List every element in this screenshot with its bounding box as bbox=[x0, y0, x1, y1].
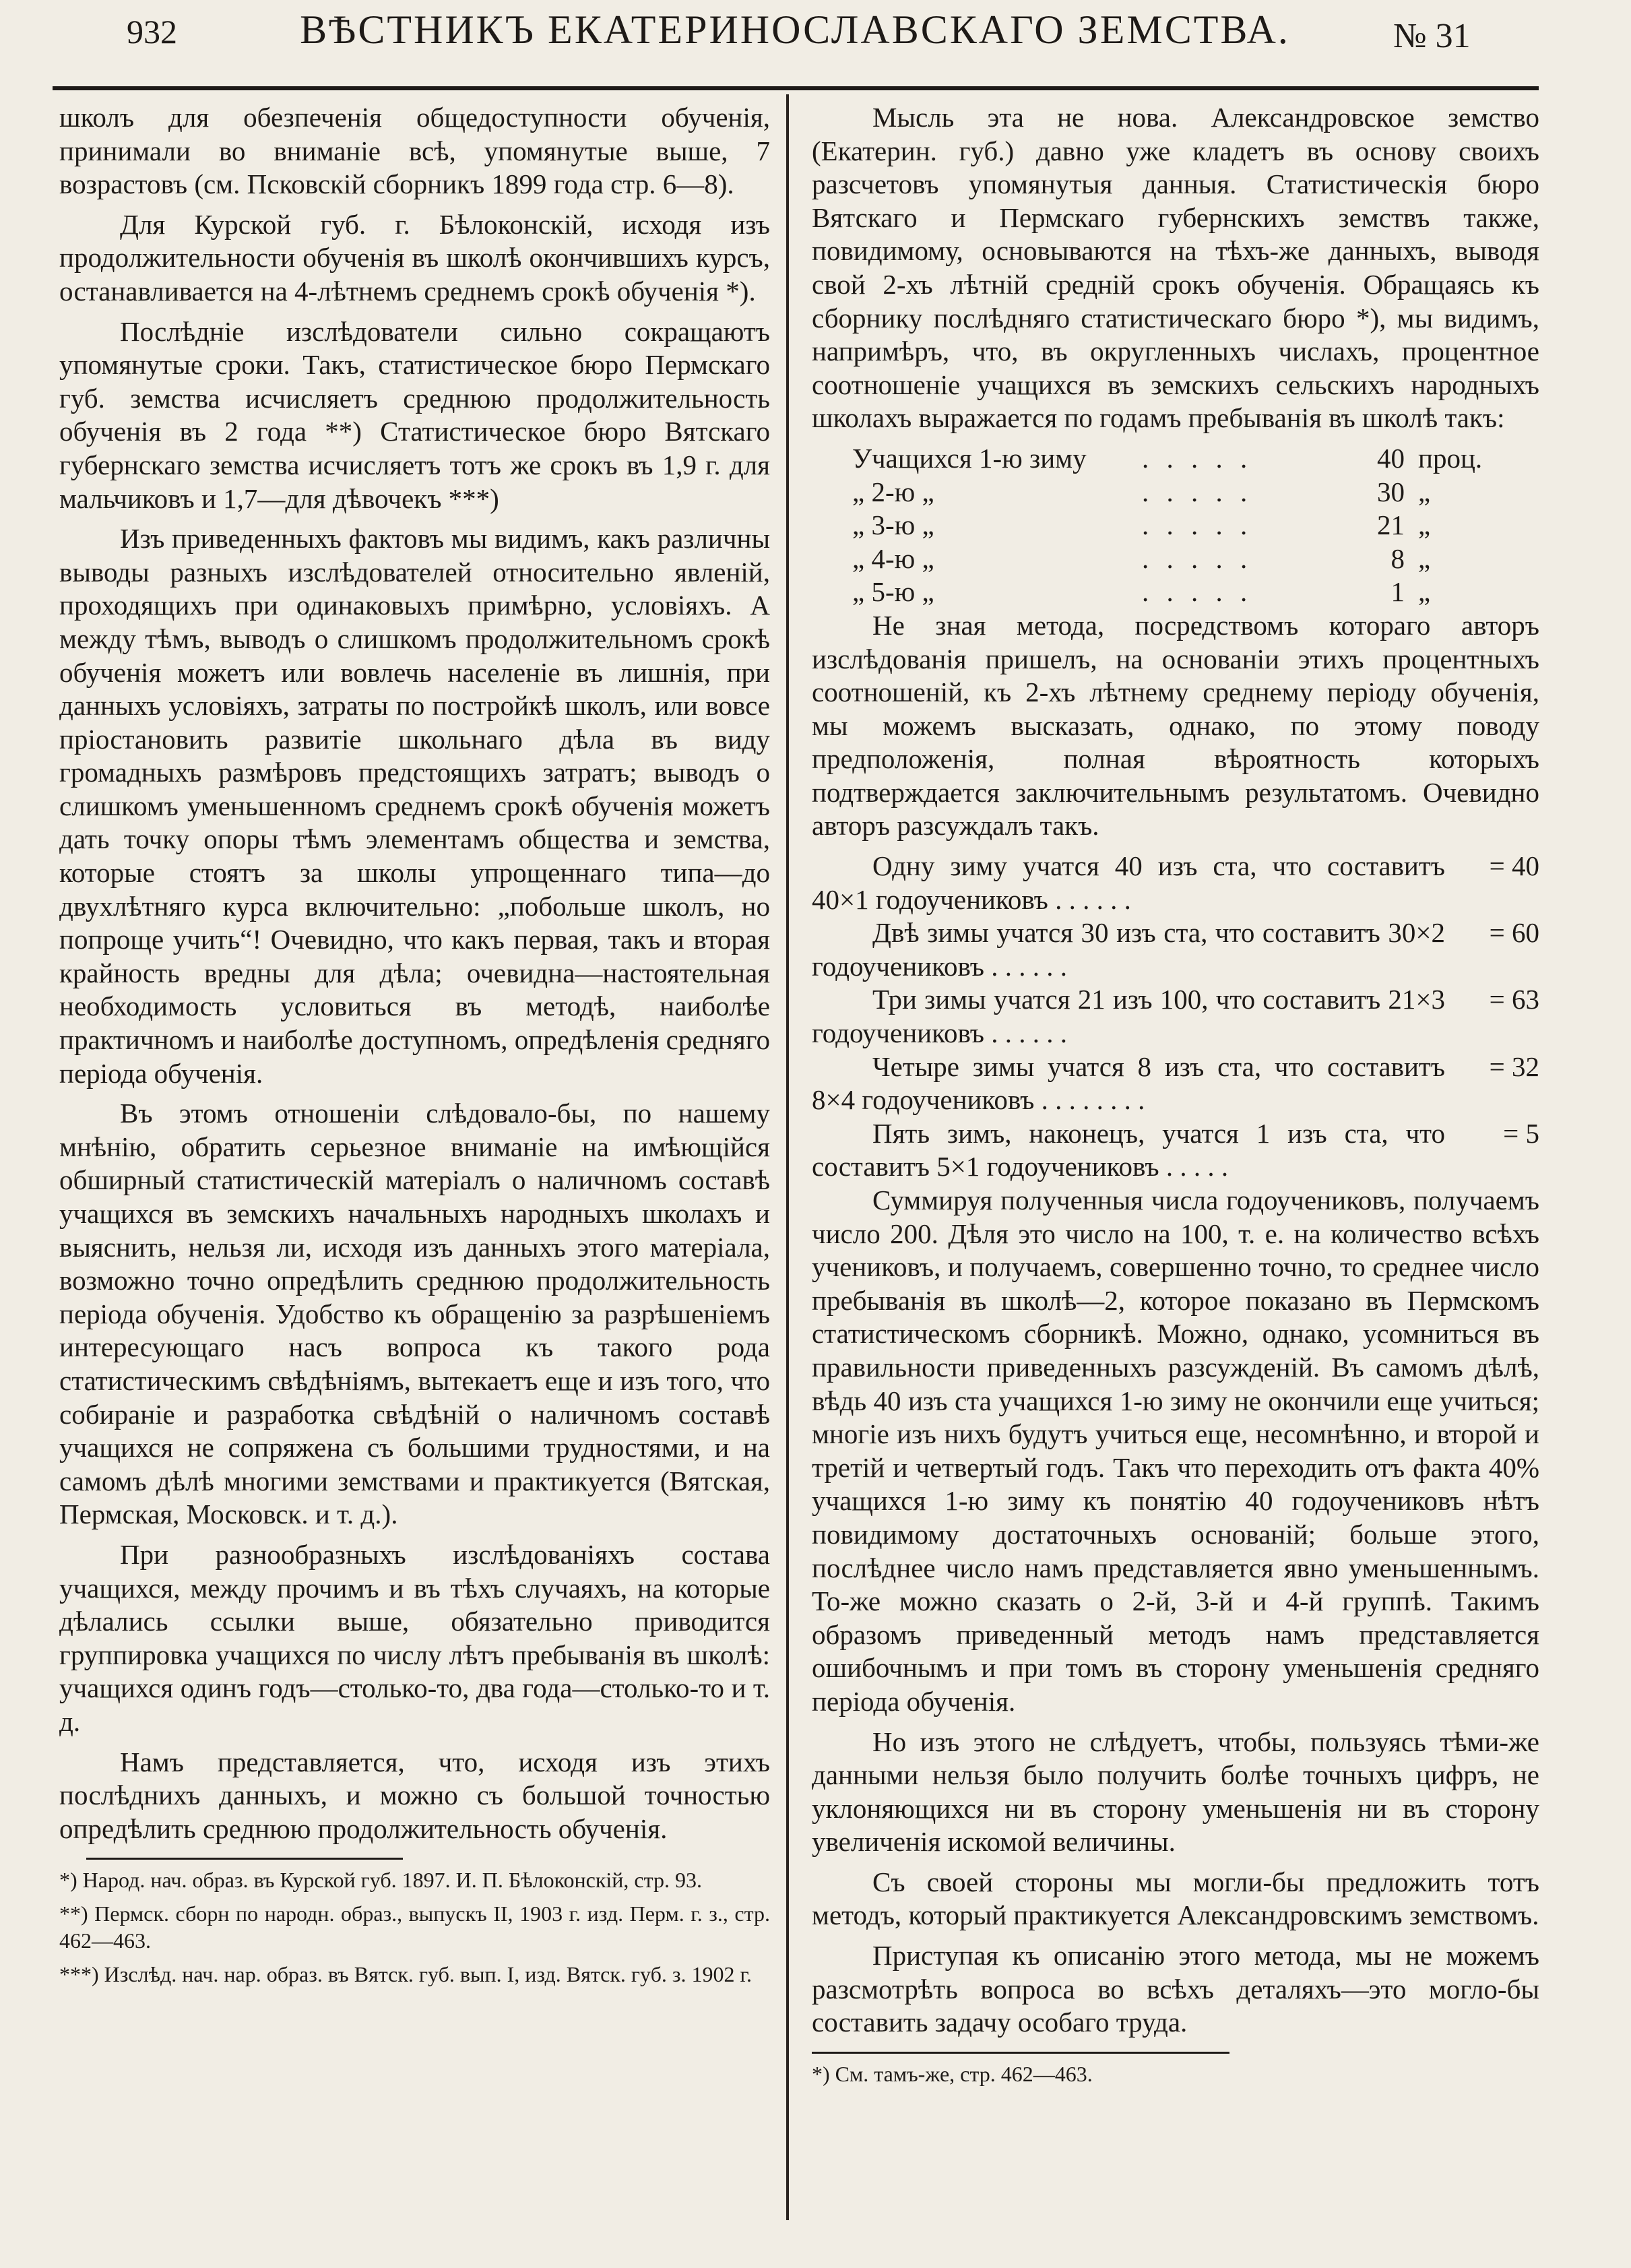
calculation-line bbox=[812, 1117, 1539, 1184]
stats-unit: „ bbox=[1418, 476, 1431, 507]
stats-row bbox=[812, 575, 1539, 609]
calculation-line bbox=[812, 1050, 1539, 1117]
stats-unit: проц. bbox=[1418, 442, 1483, 474]
stats-label: „ 2-ю „ bbox=[852, 476, 934, 507]
paragraph: Съ своей стороны мы могли-бы предложить тотъ методъ, который практикуется Александровскимъ земствомъ. bbox=[812, 1866, 1539, 1931]
left-column bbox=[59, 101, 770, 1994]
stats-dots: . . . . . bbox=[1142, 576, 1253, 608]
paragraph: Для Курской губ. г. Бѣлоконскій, исходя изъ продолжительности обученія въ школѣ окончившихъ курсъ, останавливается на 4-лѣтнемъ среднемъ срокѣ обученія *). bbox=[59, 208, 770, 307]
stats-label: „ 4-ю „ bbox=[852, 542, 934, 574]
calculation-text: Три зимы учатся 21 изъ 100, что составитъ 21×3 годоучениковъ . . . . . . bbox=[812, 984, 1445, 1049]
issue-number: № 31 bbox=[1393, 17, 1471, 55]
footnote: *) Народ. нач. образ. въ Курской губ. 1897. И. П. Бѣлоконскій, стр. 93. bbox=[59, 1868, 702, 1893]
stats-value: 40 bbox=[1377, 442, 1405, 474]
calculation-text: Четыре зимы учатся 8 изъ ста, что составитъ 8×4 годоучениковъ . . . . . . . . bbox=[812, 1050, 1445, 1116]
journal-title: ВѢСТНИКЪ ЕКАТЕРИНОСЛАВСКАГО ЗЕМСТВА. bbox=[300, 7, 1290, 52]
calculation-text: Пять зимъ, наконецъ, учатся 1 изъ ста, что составитъ 5×1 годоучениковъ . . . . . bbox=[812, 1117, 1445, 1183]
paragraph: Суммируя полученныя числа годоучениковъ, получаемъ число 200. Дѣля это число на 100, т. е. на количество всѣхъ учениковъ, и получаемъ, совершенно точно, то среднее число пребыванія въ школѣ—2, которое показано въ Пермскомъ статистическомъ сборникѣ. Можно, однако, усомниться въ правильности приведенныхъ разсужденій. Въ самомъ дѣлѣ, вѣдь 40 изъ ста учащихся 1-ю зиму не окончили еще учиться; многіе изъ нихъ будутъ учиться еще, несомнѣнно, и второй и третій и четвертый годъ. Такъ что переходить отъ факта 40% учащихся 1-ю зиму къ понятію 40 годоучениковъ нѣтъ повидимому достаточныхъ основаній; больше этого, послѣднее число намъ представляется явно уменьшеннымъ. То-же можно сказать о 2-й, 3-й и 4-й группѣ. Такимъ образомъ приведенный методъ намъ представляется ошибочнымъ и при томъ въ сторону уменьшенія средняго періода обученія. bbox=[812, 1185, 1539, 1717]
paragraph: школъ для обезпеченія общедоступности обученія, принимали во вниманіе всѣ, упомянутые выше, 7 возрастовъ (см. Псковскій сборникъ 1899 года стр. 6—8). bbox=[59, 102, 770, 200]
paragraph: Послѣдніе изслѣдователи сильно сокращаютъ упомянутые сроки. Такъ, статистическое бюро Пермскаго губ. земства исчисляетъ среднюю продолжительность обученія въ 2 года **) Статистическое бюро Вятскаго губернскаго земства исчисляетъ тотъ же срокъ въ 1,9 г. для мальчиковъ и 1,7—для дѣвочекъ ***) bbox=[59, 315, 770, 514]
calculation-result: = 63 bbox=[1489, 984, 1539, 1015]
paragraph: Но изъ этого не слѣдуетъ, чтобы, пользуясь тѣми-же данными нельзя было получить болѣе точныхъ цифръ, не уклоняющихся ни въ сторону уменьшенія ни въ сторону увеличенія искомой величины. bbox=[812, 1726, 1539, 1858]
stats-row bbox=[812, 509, 1539, 542]
stats-row bbox=[812, 442, 1539, 476]
right-column bbox=[812, 101, 1539, 2094]
calculation-text: Двѣ зимы учатся 30 изъ ста, что составитъ 30×2 годоучениковъ . . . . . . bbox=[812, 917, 1445, 982]
calculation-result: = 32 bbox=[1489, 1050, 1539, 1082]
stats-label: „ 5-ю „ bbox=[852, 576, 934, 608]
footnote-rule bbox=[86, 1858, 403, 1860]
paragraph: Не зная метода, посредствомъ котораго авторъ изслѣдованія пришелъ, на основаніи этихъ процентныхъ соотношеній, къ 2-хъ лѣтнему среднему періоду обученія, мы можемъ высказать, однако, по этому поводу предположенія, полная вѣроятность которыхъ подтверждается заключительнымъ результатомъ. Очевидно авторъ разсуждалъ такъ. bbox=[812, 609, 1539, 842]
stats-value: 30 bbox=[1377, 476, 1405, 507]
paragraph: При разнообразныхъ изслѣдованіяхъ состава учащихся, между прочимъ и въ тѣхъ случаяхъ, на которые дѣлались ссылки выше, обязательно приводится группировка учащихся по числу лѣтъ пребыванія въ школѣ: учащихся одинъ годъ—столько-то, два года—столько-то и т. д. bbox=[59, 1538, 770, 1737]
calculation-result: = 40 bbox=[1489, 850, 1539, 882]
stats-dots: . . . . . bbox=[1142, 542, 1253, 574]
paragraph: Намъ представляется, что, исходя изъ этихъ послѣднихъ данныхъ, и можно съ большой точностью опредѣлить среднюю продолжительность обученія. bbox=[59, 1746, 770, 1844]
stats-value: 1 bbox=[1390, 576, 1405, 608]
stats-unit: „ bbox=[1418, 542, 1431, 574]
calculation-result: = 5 bbox=[1503, 1117, 1539, 1149]
stats-unit: „ bbox=[1418, 576, 1431, 608]
calculation-result: = 60 bbox=[1489, 917, 1539, 949]
page-header bbox=[0, 0, 1631, 75]
stats-row bbox=[812, 476, 1539, 509]
page-number: 932 bbox=[127, 13, 177, 51]
calculation-text: Одну зиму учатся 40 изъ ста, что составитъ 40×1 годоучениковъ . . . . . . bbox=[812, 850, 1445, 915]
column-divider bbox=[786, 94, 789, 2220]
stats-value: 21 bbox=[1377, 509, 1405, 541]
paragraph: Приступая къ описанію этого метода, мы не можемъ разсмотрѣть вопроса во всѣхъ деталяхъ—это могло-бы составить задачу особаго труда. bbox=[812, 1940, 1539, 2038]
footnote-rule bbox=[812, 2052, 1229, 2054]
paragraph: Изъ приведенныхъ фактовъ мы видимъ, какъ различны выводы разныхъ изслѣдователей относительно явленій, проходящихъ при одинаковыхъ примѣрно, условіяхъ. А между тѣмъ, выводъ о слишкомъ продолжительномъ срокѣ обученія можетъ или вовлечь населеніе въ лишнія, при данныхъ условіяхъ, затраты по постройкѣ школъ, или вовсе пріостановить развитіе школьнаго дѣла въ виду громадныхъ размѣровъ предстоящихъ затратъ; выводъ о слишкомъ уменьшенномъ среднемъ срокѣ обученія можетъ дать точку опоры тѣмъ элементамъ общества и земства, которые стоятъ за школы упрощеннаго типа—до двухлѣтняго курса включительно: „побольше школъ, но попроще учить“! Очевидно, что какъ первая, такъ и вторая крайность вредны для дѣла; очевидна—настоятельная необходимость условиться въ методѣ, наиболѣе практичномъ и наиболѣе доступномъ, опредѣленія средняго періода обученія. bbox=[59, 523, 770, 1089]
stats-label: „ 3-ю „ bbox=[852, 509, 934, 541]
calculations bbox=[812, 850, 1539, 1184]
footnote: **) Пермск. сборн по народн. образ., выпускъ II, 1903 г. изд. Перм. г. з., стр. 462—463. bbox=[59, 1901, 770, 1953]
paragraph: Въ этомъ отношеніи слѣдовало-бы, по нашему мнѣнію, обратить серьезное вниманіе на имѣющійся обширный статистическій матеріалъ о наличномъ составѣ учащихся въ земскихъ начальныхъ народныхъ школахъ и выяснить, нельзя ли, исходя изъ данныхъ этого матеріала, возможно точно опредѣлить среднюю продолжительность періода обученія. Удобство къ обращенію за разрѣшеніемъ интересующаго насъ вопроса къ такого рода статистическимъ свѣдѣніямъ, вытекаетъ еще и изъ того, что собираніе и разработка свѣдѣній о наличномъ составѣ учащихся не сопряжена съ большими трудностями, и на самомъ дѣлѣ многими земствами и практикуется (Вятская, Пермская, Московск. и т. д.). bbox=[59, 1098, 770, 1530]
footnote: *) См. тамъ-же, стр. 462—463. bbox=[812, 2061, 1093, 2086]
stats-unit: „ bbox=[1418, 509, 1431, 541]
stats-row bbox=[812, 542, 1539, 576]
footnote: ***) Изслѣд. нач. нар. образ. въ Вятск. губ. вып. I, изд. Вятск. губ. з. 1902 г. bbox=[59, 1962, 753, 1987]
stats-dots: . . . . . bbox=[1142, 509, 1253, 541]
calculation-line bbox=[812, 850, 1539, 916]
paragraph: Мысль эта не нова. Александровское земство (Екатерин. губ.) давно уже кладетъ въ основу своихъ разсчетовъ упомянутыя данныя. Статистическія бюро Вятскаго и Пермскаго губернскихъ земствъ также, повидимому, основываются на тѣхъ-же данныхъ, выводя свой 2-хъ лѣтній средній срокъ обученія. Обращаясь къ сборнику послѣдняго статистическаго бюро *), мы видимъ, напримѣръ, что, въ округленныхъ числахъ, процентное соотношеніе учащихся въ земскихъ сельскихъ народныхъ школахъ выражается по годамъ пребыванія въ школѣ такъ: bbox=[812, 102, 1539, 434]
calculation-line bbox=[812, 983, 1539, 1050]
stats-table bbox=[812, 442, 1539, 609]
stats-dots: . . . . . bbox=[1142, 476, 1253, 507]
stats-label: Учащихся 1-ю зиму bbox=[852, 442, 1087, 474]
calculation-line bbox=[812, 916, 1539, 983]
stats-value: 8 bbox=[1390, 542, 1405, 574]
header-rule bbox=[53, 86, 1539, 90]
stats-dots: . . . . . bbox=[1142, 442, 1253, 474]
